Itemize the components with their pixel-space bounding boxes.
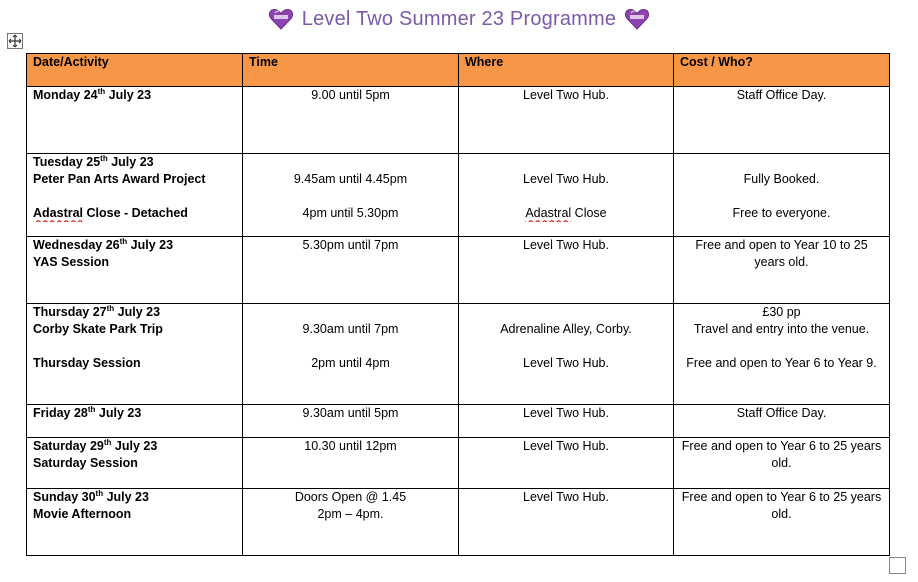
where-cell: Level Two Hub. (459, 405, 674, 438)
time-cell: 9.30am until 7pm 2pm until 4pm (243, 304, 459, 405)
where-cell: Level Two Hub. (459, 438, 674, 489)
table-row (27, 405, 890, 438)
header-date-activity: Date/Activity (27, 54, 243, 87)
where-cell: Level Two Hub. (459, 87, 674, 154)
activity-label: YAS Session (33, 255, 109, 269)
document-title-row (0, 2, 918, 36)
table-row (27, 237, 890, 304)
date-activity-cell (27, 154, 243, 237)
table-resize-handle-icon[interactable] (889, 557, 906, 574)
header-cost-who: Cost / Who? (674, 54, 890, 87)
date-label: Friday 28th July 23 (33, 405, 142, 420)
activity-label: Adastral Close - Detached (33, 206, 188, 220)
where-cell: Adrenaline Alley, Corby. Level Two Hub. (459, 304, 674, 405)
time-cell: 9.00 until 5pm (243, 87, 459, 154)
cost-cell: £30 pp Travel and entry into the venue. Free and open to Year 6 to Year 9. (674, 304, 890, 405)
activity-label: Saturday Session (33, 456, 138, 470)
header-where: Where (459, 54, 674, 87)
date-activity-cell (27, 489, 243, 556)
date-activity-cell (27, 438, 243, 489)
table-row (27, 438, 890, 489)
time-cell: Doors Open @ 1.45 2pm – 4pm. (243, 489, 459, 556)
where-cell: Level Two Hub. (459, 489, 674, 556)
table-row (27, 87, 890, 154)
date-activity-cell (27, 405, 243, 438)
time-cell: 9.30am until 5pm (243, 405, 459, 438)
activity-label: Corby Skate Park Trip (33, 322, 163, 336)
table-row (27, 489, 890, 556)
date-label: Tuesday 25th July 23 (33, 154, 154, 169)
where-cell: Level Two Hub. (459, 237, 674, 304)
purple-heart-icon (624, 6, 650, 32)
table-row (27, 154, 890, 237)
cost-cell: Free and open to Year 6 to 25 years old. (674, 489, 890, 556)
table-move-handle-icon[interactable] (7, 33, 23, 49)
header-time: Time (243, 54, 459, 87)
activity-label: Peter Pan Arts Award Project (33, 172, 206, 186)
page-title: Level Two Summer 23 Programme (301, 7, 617, 30)
purple-heart-icon (268, 6, 294, 32)
cost-cell: Staff Office Day. (674, 405, 890, 438)
date-label: Thursday 27th July 23 (33, 304, 161, 319)
date-activity-cell (27, 304, 243, 405)
table-row (27, 304, 890, 405)
cost-cell: Free and open to Year 6 to 25 years old. (674, 438, 890, 489)
date-activity-cell (27, 237, 243, 304)
date-label: Saturday 29th July 23 (33, 438, 158, 453)
date-label: Wednesday 26th July 23 (33, 237, 174, 252)
cost-cell: Staff Office Day. (674, 87, 890, 154)
activity-label: Movie Afternoon (33, 507, 132, 521)
activity-label: Thursday Session (33, 356, 141, 370)
cost-cell: Free and open to Year 10 to 25 years old. (674, 237, 890, 304)
time-cell: 9.45am until 4.45pm 4pm until 5.30pm (243, 154, 459, 237)
table-header-row (27, 54, 890, 87)
date-activity-cell (27, 87, 243, 154)
where-cell: Level Two Hub. Adastral Close (459, 154, 674, 237)
time-cell: 5.30pm until 7pm (243, 237, 459, 304)
date-label: Sunday 30th July 23 (33, 489, 149, 504)
date-label: Monday 24th July 23 (33, 87, 152, 102)
programme-table (26, 53, 890, 556)
cost-cell: Fully Booked. Free to everyone. (674, 154, 890, 237)
time-cell: 10.30 until 12pm (243, 438, 459, 489)
